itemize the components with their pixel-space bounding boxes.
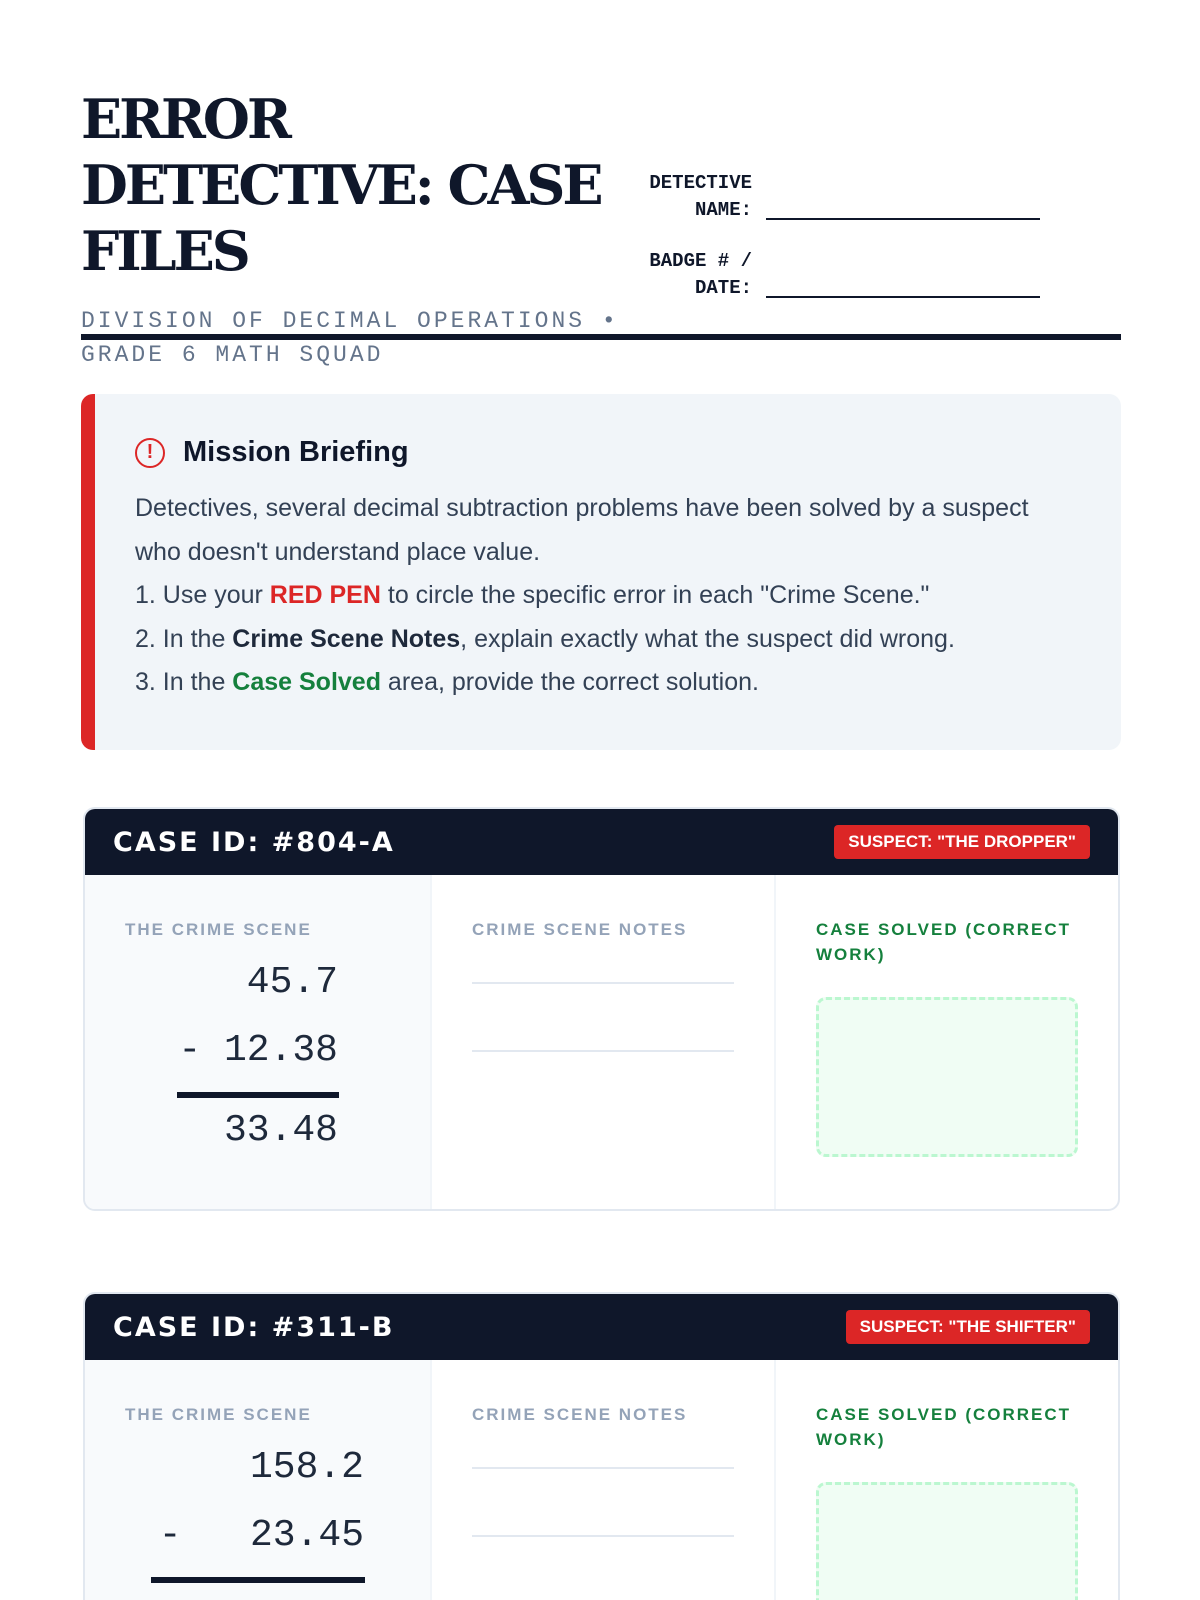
case-header (85, 809, 1118, 875)
crime-scene-notes-label: CRIME SCENE NOTES (472, 1405, 688, 1424)
detective-name-field[interactable] (640, 170, 1040, 224)
problem-answer-line (177, 1092, 339, 1098)
step-3-solved: Case Solved (232, 668, 381, 696)
briefing-heading (135, 436, 1081, 469)
problem-top-number: 45.7 (246, 961, 338, 1004)
suspect-badge: SUSPECT: "THE SHIFTER" (846, 1310, 1090, 1344)
notes-line[interactable] (472, 1535, 734, 1537)
case-id: CASE ID: #804-A (113, 826, 395, 858)
header-divider (81, 334, 1121, 340)
case-card-804a (83, 807, 1120, 1211)
problem-bottom-number: - 23.45 (158, 1514, 364, 1557)
step-2-notes: Crime Scene Notes (232, 624, 461, 653)
briefing-step-2 (135, 618, 1081, 662)
step-1-text-a: 1. Use your (135, 581, 270, 609)
notes-line[interactable] (472, 982, 734, 984)
page-subtitle: DIVISION OF DECIMAL OPERATIONS • GRADE 6 MATH SQUAD (81, 308, 619, 368)
suspect-badge: SUSPECT: "THE DROPPER" (834, 825, 1090, 859)
page-title: ERROR DETECTIVE: CASE FILES (81, 87, 601, 283)
case-solved-label: CASE SOLVED (CORRECT WORK) (816, 1405, 1072, 1449)
crime-scene-notes-column (432, 875, 776, 1209)
suspect-answer: 33.48 (223, 1109, 338, 1152)
crime-scene-label: THE CRIME SCENE (125, 920, 312, 939)
crime-scene-label: THE CRIME SCENE (125, 1405, 312, 1424)
case-body (85, 875, 1118, 1209)
step-3-text-c: area, provide the correct solution. (380, 668, 759, 696)
mission-briefing (81, 394, 1121, 750)
briefing-intro: Detectives, several decimal subtraction problems have been solved by a suspect who doesn't understand place value. (135, 494, 1029, 566)
crime-scene-notes-column (432, 1360, 776, 1600)
step-2-text-a: 2. In the (135, 624, 233, 653)
crime-scene-notes-label: CRIME SCENE NOTES (472, 920, 688, 939)
badge-date-line[interactable] (766, 296, 1040, 298)
case-header (85, 1294, 1118, 1360)
detective-name-line[interactable] (766, 218, 1040, 220)
briefing-step-1 (135, 574, 1081, 618)
notes-line[interactable] (472, 1467, 734, 1469)
case-solved-column (776, 1360, 1118, 1600)
badge-date-label: BADGE # / DATE: (649, 250, 752, 299)
briefing-text (135, 487, 1081, 705)
crime-scene-column (85, 1360, 432, 1600)
detective-name-label: DETECTIVE NAME: (649, 172, 752, 221)
case-body (85, 1360, 1118, 1600)
notes-line[interactable] (472, 1050, 734, 1052)
case-card-311b (83, 1292, 1120, 1600)
case-id: CASE ID: #311-B (113, 1311, 395, 1343)
crime-scene-column (85, 875, 432, 1209)
solution-box[interactable] (816, 1482, 1078, 1600)
student-fields (640, 86, 1040, 326)
step-1-text-c: to circle the specific error in each "Crime Scene." (380, 581, 930, 609)
case-solved-column (776, 875, 1118, 1209)
step-3-text-a: 3. In the (135, 668, 233, 696)
briefing-step-3 (135, 661, 1081, 705)
step-1-red-pen: RED PEN (269, 581, 381, 609)
problem-answer-line (151, 1577, 365, 1583)
solution-box[interactable] (816, 997, 1078, 1157)
badge-date-field[interactable] (640, 248, 1040, 302)
alert-circle-icon: ! (135, 438, 165, 468)
step-2-text-c: , explain exactly what the suspect did wrong. (460, 624, 955, 653)
briefing-title: Mission Briefing (183, 436, 409, 468)
problem-bottom-number: - 12.38 (178, 1029, 338, 1072)
case-solved-label: CASE SOLVED (CORRECT WORK) (816, 920, 1072, 964)
problem-top-number: 158.2 (249, 1446, 364, 1489)
